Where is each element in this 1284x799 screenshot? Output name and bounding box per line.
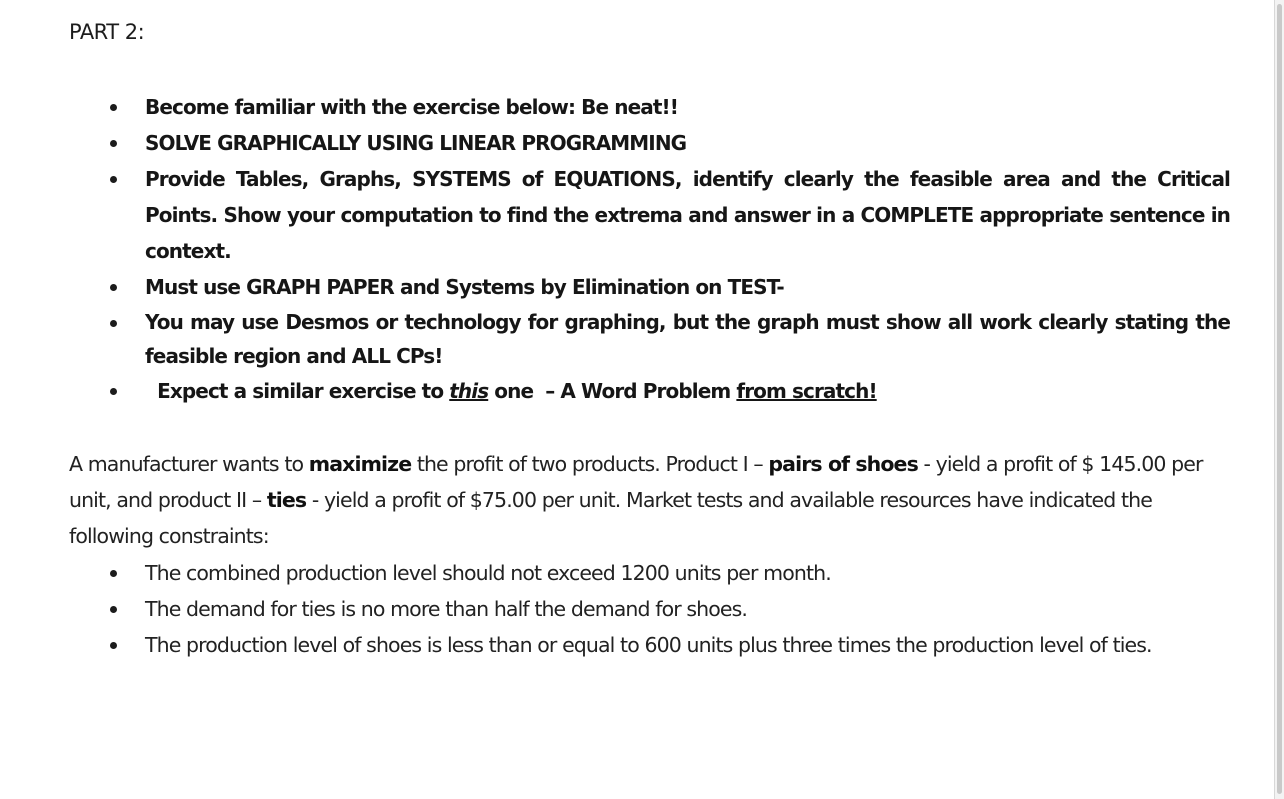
constraint-item: The demand for ties is no more than half the demand for shoes. bbox=[0, 591, 1230, 627]
instruction-item: SOLVE GRAPHICALLY USING LINEAR PROGRAMMING bbox=[0, 125, 1230, 161]
instruction-item: You may use Desmos or technology for graphing, but the graph must show all work clearly stating the feasible region and ALL CPs! bbox=[0, 305, 1230, 373]
expect-underlined: from scratch! bbox=[736, 379, 877, 403]
vertical-scrollbar[interactable] bbox=[1274, 0, 1284, 799]
instruction-item-expect bbox=[0, 373, 1230, 409]
instruction-item: Become familiar with the exercise below: Be neat!! bbox=[0, 89, 1230, 125]
problem-text: - yield a profit of $ 145.00 per unit, and product II – bbox=[69, 452, 1203, 512]
problem-bold-shoes: pairs of shoes bbox=[768, 452, 918, 476]
problem-statement bbox=[69, 446, 1209, 554]
problem-text: A manufacturer wants to bbox=[69, 452, 309, 476]
expect-prefix: Expect a similar exercise to bbox=[145, 379, 450, 403]
part-heading: PART 2: bbox=[69, 20, 145, 44]
instruction-item: Must use GRAPH PAPER and Systems by Elimination on TEST- bbox=[0, 269, 1230, 305]
problem-text: the profit of two products. Product I – bbox=[411, 452, 769, 476]
problem-text: - yield a profit of $75.00 per unit. Market tests and available resources have indicated the following constraints: bbox=[69, 488, 1152, 548]
constraint-item: The combined production level should not exceed 1200 units per month. bbox=[0, 555, 1230, 591]
constraints-list bbox=[0, 555, 1230, 663]
problem-bold-maximize: maximize bbox=[308, 452, 412, 476]
problem-bold-ties: ties bbox=[266, 488, 307, 512]
scrollbar-thumb[interactable] bbox=[1277, 4, 1282, 794]
constraint-item: The production level of shoes is less than or equal to 600 units plus three times the production level of ties. bbox=[0, 627, 1230, 663]
instruction-item: Provide Tables, Graphs, SYSTEMS of EQUATIONS, identify clearly the feasible area and the Critical Points. Show your computation to find the extrema and answer in a COMPLETE appropriate sentence in context. bbox=[0, 161, 1230, 269]
expect-emphasis: this bbox=[449, 379, 489, 403]
instructions-list bbox=[0, 89, 1230, 409]
expect-middle: one – A Word Problem bbox=[488, 379, 737, 403]
